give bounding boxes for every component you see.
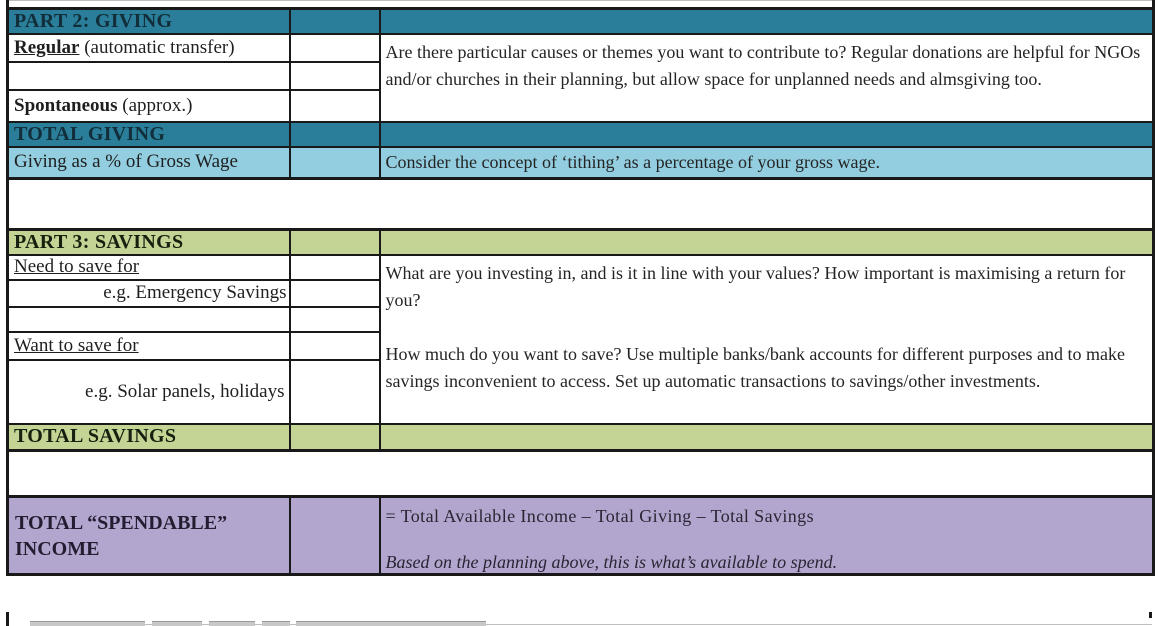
cutoff-row-segment (152, 621, 202, 626)
giving-blank-amount-cell[interactable] (290, 62, 380, 90)
spendable-note-cell (380, 497, 1154, 575)
savings-note-cell (380, 255, 1154, 424)
want-save-label-cell (8, 332, 290, 360)
regular-rest: (automatic transfer) (79, 37, 235, 58)
want-example-amount-cell[interactable] (290, 360, 380, 424)
cutoff-row-segment (296, 621, 486, 626)
worksheet-table (6, 0, 1155, 576)
cutoff-top-row (8, 1, 1154, 9)
total-savings-label-cell: TOTAL SAVINGS (8, 424, 290, 451)
spendable-amount-cell[interactable] (290, 497, 380, 575)
table-right-border-stub (1149, 612, 1152, 618)
part3-title-cell: PART 3: SAVINGS (8, 229, 290, 255)
cutoff-row-segment (209, 621, 255, 626)
table-left-border-stub (6, 612, 9, 626)
total-giving-note-cell (380, 122, 1154, 147)
section-gap-cell (8, 178, 1154, 229)
total-giving-label-cell: TOTAL GIVING (8, 122, 290, 147)
spendable-formula: = Total Available Income – Total Giving – Total Savings (385, 506, 814, 526)
spendable-title-cell: TOTAL “SPENDABLE” INCOME (8, 497, 290, 575)
need-save-label: Need to save for (14, 256, 140, 277)
giving-note-cell: Are there particular causes or themes you want to contribute to? Regular donations are helpful for NGOs and/or churches in their planning, but allow space for unplanned needs and almsgiving too. (380, 34, 1154, 122)
need-save-label-cell (8, 255, 290, 280)
cutoff-row-segment (262, 621, 290, 626)
giving-blank-label-cell[interactable] (8, 62, 290, 90)
section-gap-cell-2 (8, 451, 1154, 497)
section-gap-row (8, 178, 1154, 229)
spontaneous-term: Spontaneous (14, 95, 118, 116)
giving-percent-label-cell: Giving as a % of Gross Wage (8, 147, 290, 178)
spontaneous-label-cell (8, 90, 290, 122)
cutoff-top-cell (8, 1, 1154, 9)
part2-header-amount-cell (290, 9, 380, 35)
want-save-amount-cell[interactable] (290, 332, 380, 360)
savings-note-para2: How much do you want to save? Use multiple banks/bank accounts for different purposes and to make savings inconvenient to access. Set up automatic transactions to savings/other investments. (385, 343, 1125, 391)
total-giving-amount-cell[interactable] (290, 122, 380, 147)
part2-title-cell: PART 2: GIVING (8, 9, 290, 35)
need-example-amount-cell[interactable] (290, 280, 380, 307)
regular-term: Regular (14, 37, 80, 58)
giving-percent-note-cell: Consider the concept of ‘tithing’ as a percentage of your gross wage. (380, 147, 1154, 178)
want-example-cell: e.g. Solar panels, holidays (8, 360, 290, 424)
regular-amount-cell[interactable] (290, 34, 380, 62)
total-savings-amount-cell[interactable] (290, 424, 380, 451)
savings-note-para1: What are you investing in, and is it in line with your values? How important is maximising a return for you? (385, 262, 1126, 310)
need-save-amount-cell[interactable] (290, 255, 380, 280)
part2-header-note-cell (380, 9, 1154, 35)
spontaneous-amount-cell[interactable] (290, 90, 380, 122)
want-save-label: Want to save for (14, 334, 139, 356)
giving-percent-amount-cell[interactable] (290, 147, 380, 178)
cutoff-row-segment (30, 621, 145, 626)
part3-header-amount-cell (290, 229, 380, 255)
spendable-italic-note: Based on the planning above, this is what’s available to spend. (385, 552, 838, 572)
section-gap-row-2 (8, 451, 1154, 497)
spontaneous-rest: (approx.) (117, 95, 193, 116)
regular-label-cell (8, 34, 290, 62)
need-example-cell: e.g. Emergency Savings (8, 280, 290, 307)
savings-blank-label-cell[interactable] (8, 307, 290, 332)
savings-blank-amount-cell[interactable] (290, 307, 380, 332)
total-savings-note-cell (380, 424, 1154, 451)
part3-header-note-cell (380, 229, 1154, 255)
